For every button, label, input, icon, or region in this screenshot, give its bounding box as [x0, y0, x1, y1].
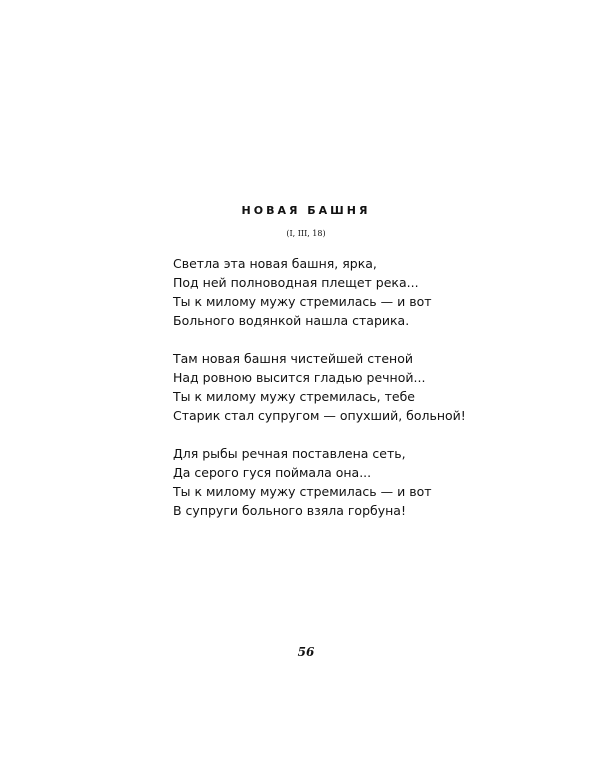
verse-line: Ты к милому мужу стремилась — и вот — [173, 294, 432, 309]
verse-line: Больного водянкой нашла старика. — [173, 313, 410, 328]
verse-line: Ты к милому мужу стремилась — и вот — [173, 484, 432, 499]
verse-line: Ты к милому мужу стремилась, тебе — [173, 389, 415, 404]
stanza-3 — [173, 444, 443, 520]
poem-date: (I, III, 18) — [286, 229, 326, 238]
page-number: 56 — [297, 645, 315, 659]
verse-line: Старик стал супругом — опухший, больной! — [173, 408, 466, 423]
poem-body — [173, 254, 466, 539]
stanza-2 — [173, 349, 466, 425]
verse-line: Под ней полноводная плещет река... — [173, 275, 419, 290]
poem-title: НОВАЯ БАШНЯ — [241, 204, 371, 217]
verse-line: Да серого гуся поймала она... — [173, 465, 372, 480]
verse-line: Над ровною высится гладью речной... — [173, 370, 426, 385]
verse-line: Светла эта новая башня, ярка, — [173, 256, 377, 271]
stanza-1 — [173, 254, 443, 330]
verse-line: В супруги больного взяла горбуна! — [173, 503, 406, 518]
verse-line: Там новая башня чистейшей стеной — [173, 351, 414, 366]
verse-line: Для рыбы речная поставлена сеть, — [173, 446, 406, 461]
